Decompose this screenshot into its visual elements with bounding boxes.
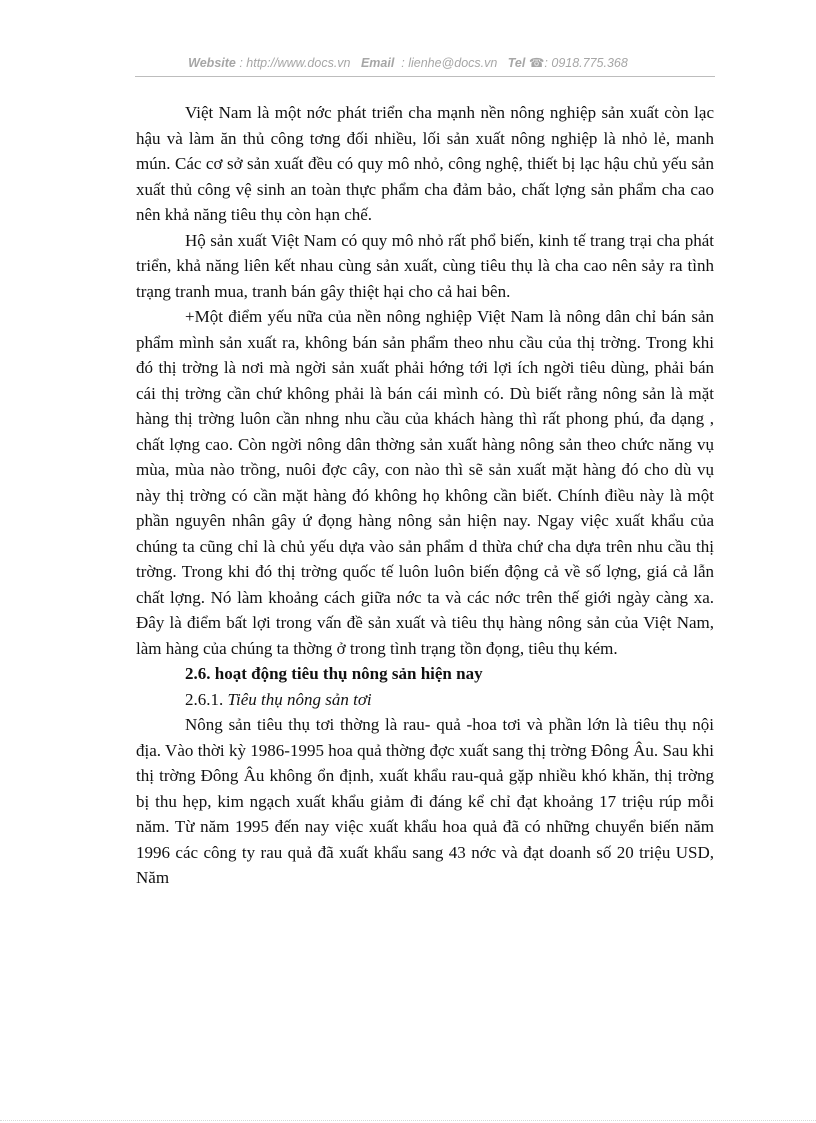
subsection-heading [136, 687, 714, 713]
footer-divider [0, 1120, 816, 1121]
website-label: Website [188, 56, 236, 70]
tel-value: : 0918.775.368 [544, 56, 628, 70]
paragraph-4: Nông sản tiêu thụ tơi thờng là rau- quả -hoa tơi và phần lớn là tiêu thụ nội địa. Vào thời kỳ 1986-1995 hoa quả thờng đợc xuất sang thị trờng Đông Âu. Sau khi thị trờng Đông Âu không ổn định, xuất khẩu rau-quả gặp nhiều khó khăn, thị trờng bị thu hẹp, kim ngạch xuất khẩu giảm đi đáng kể chỉ đạt khoảng 17 triệu rúp mỗi năm. Từ năm 1995 đến nay việc xuất khẩu hoa quả đã có những chuyển biến năm 1996 các công ty rau quả đã xuất khẩu sang 43 nớc và đạt doanh số 20 triệu USD, Năm [136, 715, 714, 887]
subsection-number: 2.6.1. [185, 689, 224, 709]
email-label: Email [360, 56, 395, 70]
page-header [0, 55, 816, 70]
document-body [136, 100, 714, 891]
phone-icon: ☎ [528, 56, 545, 70]
website-value: : http://www.docs.vn [239, 56, 351, 70]
paragraph-3: +Một điểm yếu nữa của nền nông nghiệp Việt Nam là nông dân chỉ bán sản phẩm mình sản xuất ra, không bán sản phẩm theo nhu cầu của thị trờng. Trong khi đó thị trờng là nơi mà ngời sản xuất phải hớng tới lợi ích ngời tiêu dùng, phải bán cái thị trờng cần chứ không phải là bán cái mình có. Dù biết rằng nông sản là mặt hàng thị trờng luôn cần nhng nhu cầu của khách hàng thì rất phong phú, đa dạng , chất lợng cao. Còn ngời nông dân thờng sản xuất hàng nông sản theo chức năng vụ mùa, mùa nào trồng, nuôi đợc cây, con nào thì sẽ sản xuất mặt hàng đó cho dù vụ này thị trờng có cần mặt hàng đó không họ không cần biết. Chính điều này là một phần nguyên nhân gây ứ đọng hàng nông sản hiện nay. Ngay việc xuất khẩu của chúng ta cũng chỉ là chủ yếu dựa vào sản phẩm d thừa chứ cha dựa trên nhu cầu thị trờng. Trong khi đó thị trờng quốc tế luôn luôn biến động cả về số lợng, giá cả lẫn chất lợng. Nó làm khoảng cách giữa nớc ta và các nớc trên thế giới ngày càng xa. Đây là điểm bất lợi trong vấn đề sản xuất và tiêu thụ hàng nông sản của Việt Nam, làm hàng của chúng ta thờng ở trong tình trạng tồn đọng, tiêu thụ kém. [136, 307, 714, 658]
section-heading: 2.6. hoạt động tiêu thụ nông sản hiện nay [185, 664, 483, 683]
email-value: : lienhe@docs.vn [401, 56, 498, 70]
subsection-title: Tiêu thụ nông sản tơi [227, 689, 372, 709]
paragraph-1: Việt Nam là một nớc phát triển cha mạnh nền nông nghiệp sản xuất còn lạc hậu và làm ăn thủ công tơng đối nhiều, lối sản xuất nông nghiệp là nhỏ lẻ, manh mún. Các cơ sở sản xuất đều có quy mô nhỏ, công nghệ, thiết bị lạc hậu chủ yếu sản xuất thủ công vệ sinh an toàn thực phẩm cha đảm bảo, chất lợng sản phẩm cha cao nên khả năng tiêu thụ còn hạn chế. [136, 103, 714, 224]
paragraph-2: Hộ sản xuất Việt Nam có quy mô nhỏ rất phổ biến, kinh tế trang trại cha phát triển, khả năng liên kết nhau cùng sản xuất, cùng tiêu thụ là cha cao nên sảy ra tình trạng tranh mua, tranh bán gây thiệt hại cho cả hai bên. [136, 230, 714, 301]
header-divider [135, 76, 715, 77]
tel-label: Tel [507, 56, 526, 70]
